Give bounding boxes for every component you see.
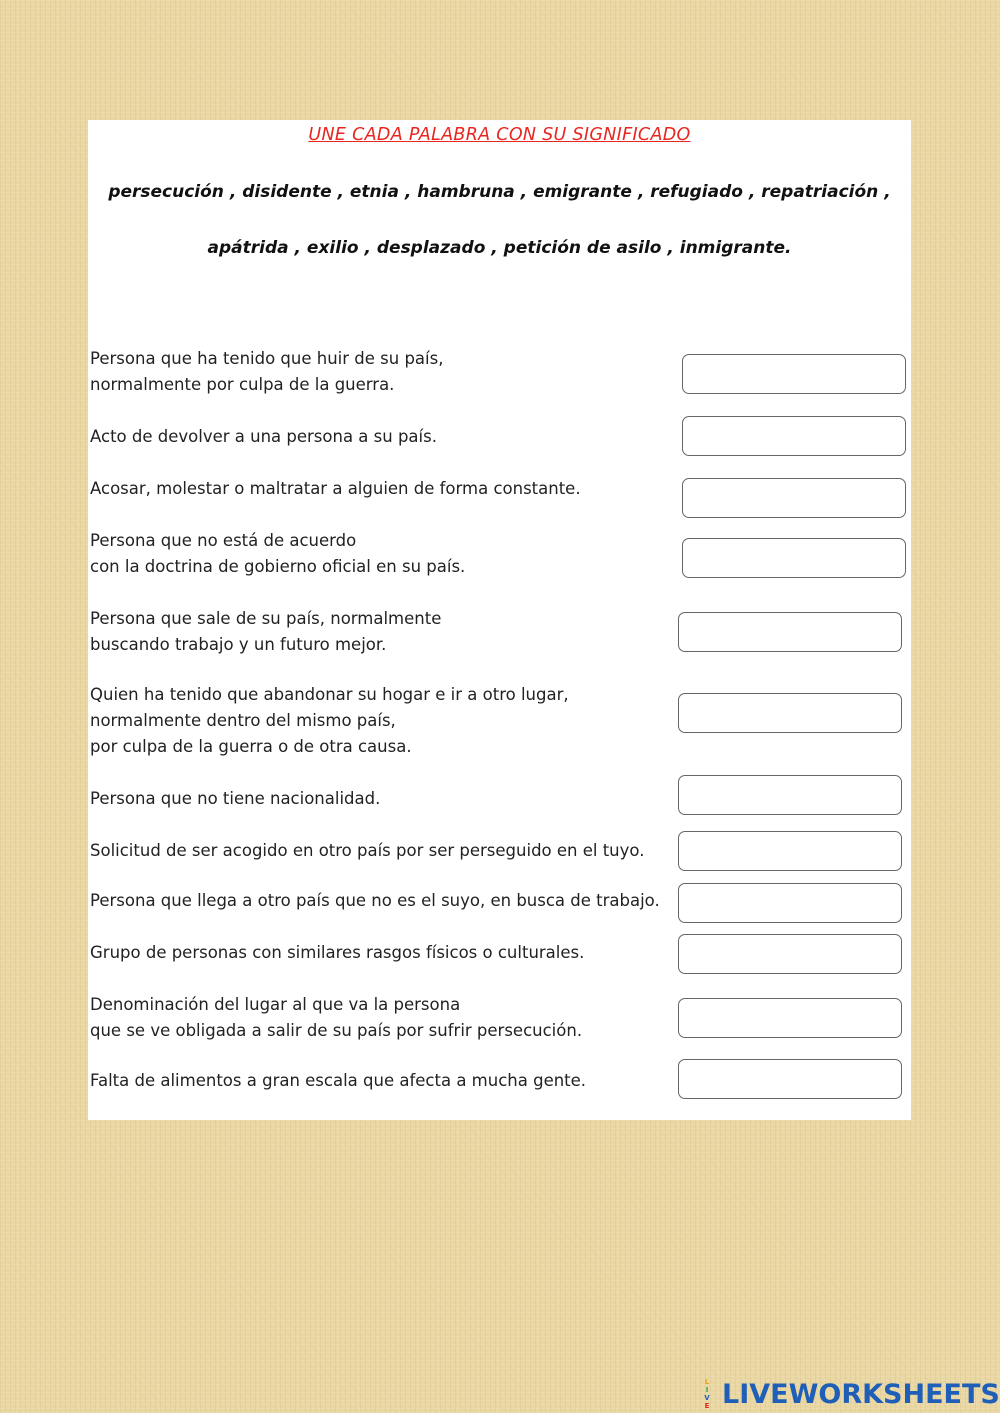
definition-text: [90, 476, 581, 502]
answer-box[interactable]: [678, 934, 902, 974]
definition-text: [90, 888, 660, 914]
definition-line: Persona que no está de acuerdo: [90, 531, 357, 550]
answer-box[interactable]: [678, 612, 902, 652]
word-bank-line-2: apátrida , exilio , desplazado , petición de asilo , inmigrante.: [207, 238, 792, 258]
definition-line: Denominación del lugar al que va la persona: [90, 995, 461, 1014]
definition-line: Persona que sale de su país, normalmente: [90, 609, 442, 628]
definition-text: [90, 786, 380, 812]
answer-box[interactable]: [678, 775, 902, 815]
definition-line: normalmente por culpa de la guerra.: [90, 375, 395, 394]
definition-line: con la doctrina de gobierno oficial en su país.: [90, 557, 466, 576]
definition-text: [90, 1068, 586, 1094]
answer-box[interactable]: [678, 693, 902, 733]
definition-text: [90, 606, 441, 658]
answer-box[interactable]: [678, 998, 902, 1038]
definition-line: Quien ha tenido que abandonar su hogar e ir a otro lugar,: [90, 685, 569, 704]
live-logo-icon: L I V E: [704, 1378, 710, 1410]
definition-line: que se ve obligada a salir de su país por sufrir persecución.: [90, 1021, 583, 1040]
definition-line: Persona que ha tenido que huir de su país,: [90, 349, 444, 368]
answer-box[interactable]: [678, 883, 902, 923]
definition-text: [90, 682, 569, 760]
definition-text: [90, 838, 644, 864]
definition-line: Persona que llega a otro país que no es el suyo, en busca de trabajo.: [90, 891, 660, 910]
answer-box[interactable]: [678, 831, 902, 871]
answer-box[interactable]: [678, 1059, 902, 1099]
answer-box[interactable]: [682, 538, 906, 578]
definition-line: Persona que no tiene nacionalidad.: [90, 789, 381, 808]
answer-box[interactable]: [682, 478, 906, 518]
definition-line: Falta de alimentos a gran escala que afecta a mucha gente.: [90, 1071, 587, 1090]
word-bank-line-1: persecución , disidente , etnia , hambruna , emigrante , refugiado , repatriación ,: [108, 182, 891, 202]
definition-text: [90, 346, 443, 398]
worksheet: [88, 120, 911, 1120]
logo-text: LIVEWORKSHEETS: [722, 1378, 1000, 1410]
definition-text: [90, 424, 437, 450]
page-title: UNE CADA PALABRA CON SU SIGNIFICADO: [308, 125, 691, 145]
definition-line: Acosar, molestar o maltratar a alguien de forma constante.: [90, 479, 581, 498]
definition-line: normalmente dentro del mismo país,: [90, 711, 396, 730]
liveworksheets-logo: [694, 1376, 1000, 1412]
definition-line: Acto de devolver a una persona a su país.: [90, 427, 437, 446]
answer-box[interactable]: [682, 416, 906, 456]
definition-line: buscando trabajo y un futuro mejor.: [90, 635, 387, 654]
definition-text: [90, 528, 465, 580]
answer-box[interactable]: [682, 354, 906, 394]
definition-line: Solicitud de ser acogido en otro país por ser perseguido en el tuyo.: [90, 841, 645, 860]
definition-text: [90, 992, 582, 1044]
definition-line: Grupo de personas con similares rasgos físicos o culturales.: [90, 943, 585, 962]
definition-line: por culpa de la guerra o de otra causa.: [90, 737, 412, 756]
definition-text: [90, 940, 584, 966]
